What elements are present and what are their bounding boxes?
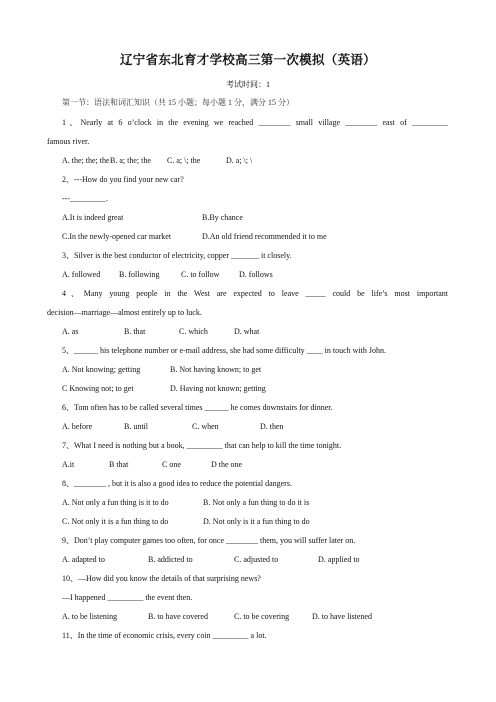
option-c: C. to be covering — [234, 612, 290, 621]
question-4-stem: 4、Many young people in the West are expected to leave _____ could be life’s most important — [62, 289, 448, 298]
question-8-options-row1 — [62, 498, 309, 508]
option-a: A. followed — [62, 270, 101, 279]
question-11-stem: 11、In the time of economic crisis, every coin _________ a lot. — [62, 631, 267, 640]
option-d: D. follows — [239, 270, 273, 279]
option-a: A. before — [62, 422, 93, 431]
option-d: D. to have listened — [312, 612, 372, 621]
question-2-stem: 2、---How do you find your new car? — [62, 175, 184, 184]
question-3-stem: 3、Silver is the best conductor of electricity, copper _______ it closely. — [62, 251, 292, 260]
option-c: C. Not only it is a fun thing to do — [62, 517, 169, 526]
question-8-options-row2 — [62, 517, 310, 527]
option-c: C Knowing not; to get — [62, 384, 134, 393]
option-c: C. to follow — [181, 270, 220, 279]
option-d: D. Having not known; getting — [170, 384, 266, 393]
option-b: B. until — [124, 422, 149, 431]
option-d: D.An old friend recommended it to me — [202, 232, 327, 241]
option-a: A. to be listening — [62, 612, 118, 621]
question-6-stem: 6、Tom often has to be called several times ______ he comes downstairs for dinner. — [62, 403, 333, 412]
question-10-stem-cont: —I happened _________ the event then. — [62, 593, 193, 602]
question-7-options — [62, 460, 242, 470]
question-7-stem: 7、What I need is nothing but a book, _________ that can help to kill the time tonight. — [62, 441, 342, 450]
question-3-options — [62, 270, 273, 280]
question-5-options-row2 — [62, 384, 266, 394]
option-b: B. following — [119, 270, 160, 279]
option-c: C. when — [192, 422, 219, 431]
option-c: C. which — [179, 327, 208, 336]
option-d: D. a; \; \ — [226, 156, 253, 165]
option-b: B that — [109, 460, 129, 469]
option-d: D. Not only is it a fun thing to do — [203, 517, 310, 526]
option-c: C. a; \; the — [167, 156, 201, 165]
exam-time: 考试时间：1 — [226, 80, 270, 89]
option-d: D. what — [234, 327, 260, 336]
question-5-stem: 5、______ his telephone number or e-mail address, she had some difficulty ____ in touch with John. — [62, 346, 387, 355]
question-9-stem: 9、Don’t play computer games too often, for once ________ them, you will suffer later on. — [62, 536, 356, 545]
question-1-options — [62, 156, 252, 166]
option-b: B. a; the; the — [110, 156, 151, 165]
option-a: A.It is indeed great — [62, 213, 124, 222]
option-d: D. applied to — [318, 555, 360, 564]
question-2-options-row2 — [62, 232, 327, 242]
option-a: A. Not only a fun thing is it to do — [62, 498, 169, 507]
option-d: D. then — [260, 422, 284, 431]
option-a: A. the; the; the — [62, 156, 110, 165]
question-4-options — [62, 327, 259, 337]
option-a: A. Not knowing; getting — [62, 365, 141, 374]
question-1-stem: 1、Nearly at 6 o’clock in the evening we reached ________ small village ________ east of _________ — [62, 118, 448, 127]
option-d: D the one — [211, 460, 243, 469]
question-9-options — [62, 555, 360, 565]
question-8-stem: 8、________ , but it is also a good idea to reduce the potential dangers. — [62, 479, 292, 488]
question-4-stem-cont: decision—marriage—almost entirely up to luck. — [47, 308, 202, 317]
question-10-options — [62, 612, 372, 622]
option-b: B. Not only a fun thing to do it is — [203, 498, 310, 507]
option-b: B. that — [124, 327, 146, 336]
page-title: 辽宁省东北育才学校高三第一次模拟（英语） — [119, 52, 376, 67]
option-b: B. to have covered — [148, 612, 208, 621]
question-2-options-row1 — [62, 213, 243, 223]
option-a: A.it — [62, 460, 75, 469]
option-c: C. adjusted to — [234, 555, 279, 564]
option-a: A. as — [62, 327, 79, 336]
section-heading: 第一节：语法和词汇知识（共 15 小题；每小题 1 分，满分 15 分） — [62, 98, 294, 107]
question-1-stem-cont: famous river. — [47, 137, 90, 146]
question-2-stem-cont: ---_________. — [62, 194, 108, 203]
option-a: A. adapted to — [62, 555, 105, 564]
option-b: B.By chance — [202, 213, 243, 222]
option-b: B. addicted to — [148, 555, 193, 564]
question-5-options-row1 — [62, 365, 261, 375]
option-c: C one — [162, 460, 181, 469]
question-10-stem: 10、—How did you know the details of that surprising news? — [62, 574, 261, 583]
option-c: C.In the newly-opened car market — [62, 232, 172, 241]
option-b: B. Not having known; to get — [170, 365, 262, 374]
question-6-options — [62, 422, 284, 432]
